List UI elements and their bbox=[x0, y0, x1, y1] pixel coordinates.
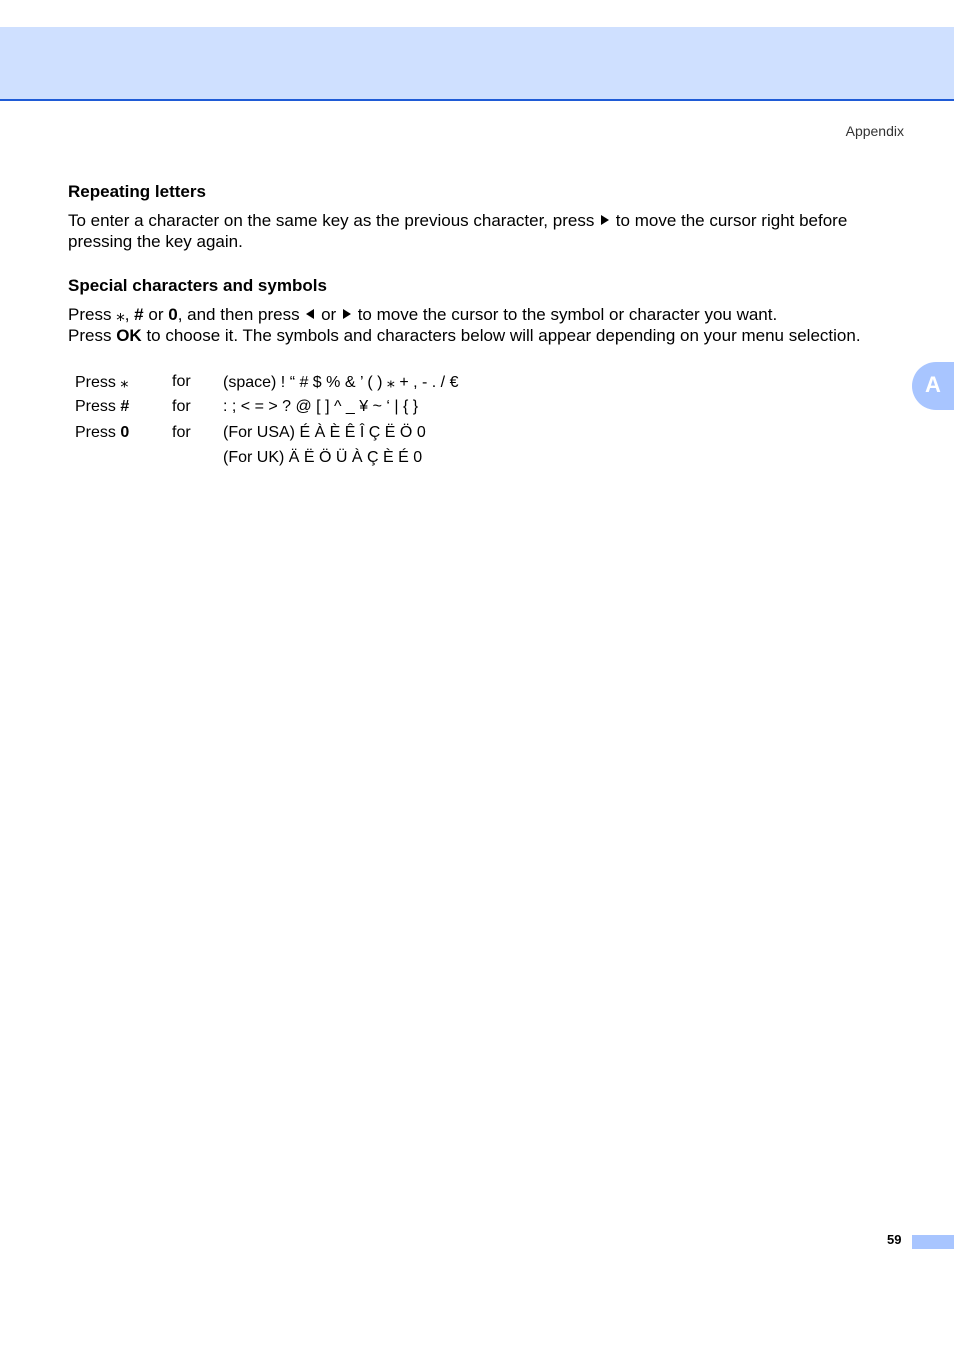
section-title-repeating-letters: Repeating letters bbox=[68, 182, 206, 201]
repeating-letters-paragraph bbox=[68, 210, 898, 252]
press-label: Press bbox=[75, 373, 116, 391]
appendix-tab-letter: A bbox=[925, 372, 941, 397]
table-row bbox=[68, 446, 458, 472]
for-cell: for bbox=[172, 398, 191, 416]
page-number: 59 bbox=[887, 1232, 902, 1247]
paragraph-text: To enter a character on the same key as the previous character, press bbox=[68, 211, 595, 230]
zero-key-label: 0 bbox=[168, 305, 178, 324]
key-label: ⁎ bbox=[120, 373, 129, 391]
hash-key-label: # bbox=[134, 305, 144, 324]
page-content bbox=[68, 181, 898, 346]
ok-key-label: OK bbox=[116, 326, 142, 345]
paragraph-text: to choose it. The symbols and characters below will appear depending on your menu selection. bbox=[146, 326, 861, 345]
key-label: 0 bbox=[120, 423, 130, 441]
characters-cell: : ; < = > ? @ [ ] ^ _ ¥ ~ ‘ | { } bbox=[223, 398, 419, 416]
for-cell bbox=[172, 446, 223, 472]
paragraph-text: , bbox=[124, 305, 130, 324]
star-key-symbol: ⁎ bbox=[116, 305, 125, 324]
section-label: Appendix bbox=[845, 123, 904, 139]
table-row bbox=[68, 420, 458, 446]
for-cell: for bbox=[172, 372, 191, 390]
footer-accent-bar bbox=[912, 1235, 954, 1249]
characters-cell: (space) ! “ # $ % & ’ ( ) ⁎ + , - . / € bbox=[223, 373, 459, 391]
paragraph-text: or bbox=[321, 305, 337, 324]
press-cell bbox=[68, 446, 172, 472]
left-arrow-icon bbox=[306, 309, 314, 319]
paragraph-text: , and then press bbox=[177, 305, 300, 324]
header-band bbox=[0, 27, 954, 101]
table-row bbox=[68, 395, 458, 421]
paragraph-text: or bbox=[148, 305, 164, 324]
special-characters-paragraph bbox=[68, 304, 898, 346]
paragraph-text: Press bbox=[68, 326, 112, 345]
characters-cell: (For USA) É À È Ê Î Ç Ë Ö 0 bbox=[223, 423, 426, 441]
press-cell bbox=[68, 369, 172, 395]
press-label: Press bbox=[75, 423, 116, 441]
right-arrow-icon bbox=[601, 215, 609, 225]
right-arrow-icon bbox=[343, 309, 351, 319]
paragraph-text: Press bbox=[68, 305, 112, 324]
appendix-tab bbox=[912, 362, 954, 410]
key-label: # bbox=[120, 398, 130, 416]
press-label: Press bbox=[75, 398, 116, 416]
press-cell bbox=[68, 395, 172, 421]
table-row bbox=[68, 369, 458, 395]
characters-cell: (For UK) Ä Ë Ö Ü À Ç È É 0 bbox=[223, 449, 423, 467]
special-characters-table bbox=[68, 369, 458, 471]
paragraph-text: to move the cursor to the symbol or character you want. bbox=[357, 305, 778, 324]
press-cell bbox=[68, 420, 172, 446]
section-title-special-characters: Special characters and symbols bbox=[68, 276, 327, 295]
paragraph-text: to move the cursor right before pressing the key again. bbox=[68, 211, 848, 251]
for-cell: for bbox=[172, 423, 191, 441]
